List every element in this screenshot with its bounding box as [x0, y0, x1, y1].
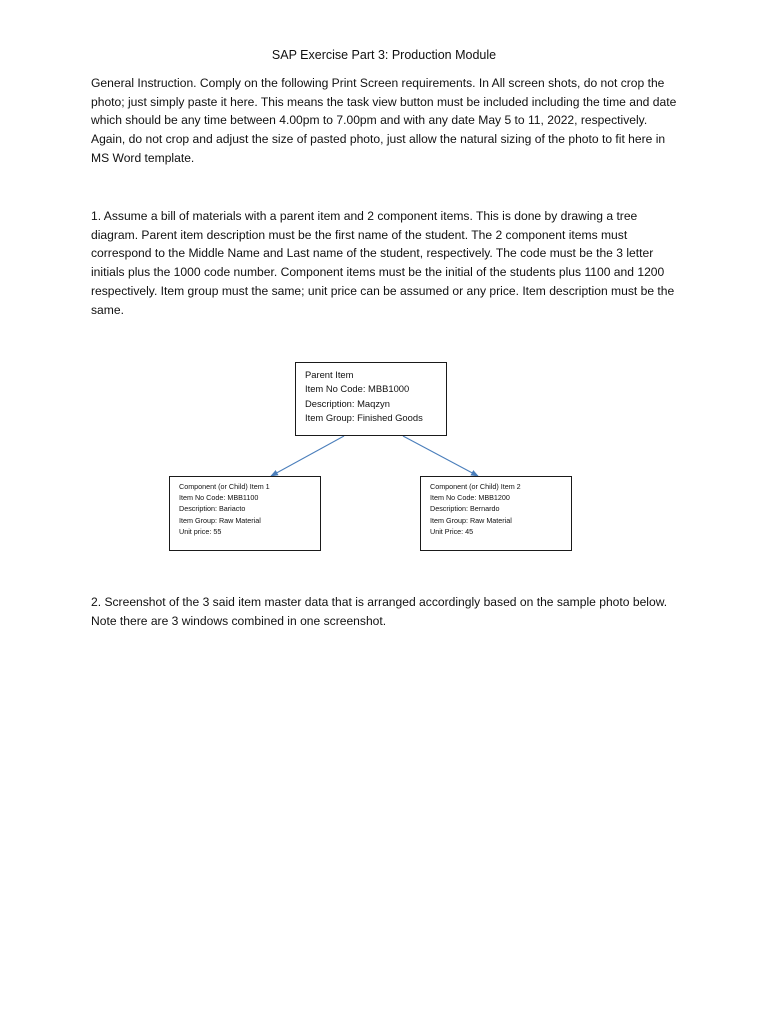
component-item-2-code: Item No Code: MBB1200: [430, 493, 510, 503]
page-title: SAP Exercise Part 3: Production Module: [271, 48, 497, 62]
component-item-2-group: Item Group: Raw Material: [430, 515, 512, 525]
parent-item-description: Description: Maqzyn: [305, 397, 390, 409]
component-item-1-group: Item Group: Raw Material: [179, 515, 261, 525]
parent-item-group: Item Group: Finished Goods: [305, 412, 423, 424]
component-item-1-box: [169, 476, 321, 551]
component-item-2-description: Description: Bernardo: [430, 504, 500, 514]
parent-item-box: [295, 362, 447, 436]
connector-to-child-1: [271, 436, 344, 476]
component-item-2-price: Unit Price: 45: [430, 526, 474, 536]
connector-to-child-2: [403, 436, 478, 476]
component-item-1-label: Component (or Child) Item 1: [179, 482, 270, 491]
task-1-paragraph: 1. Assume a bill of materials with a parent item and 2 component items. This is done by drawing a tree diagram. Parent item description must be the first name of the student. The 2 component items must correspond to the Middle Name and Last name of the student, respectively. The code must be the 3 letter initials plus the 1000 code number. Component items must be the initial of the students plus 1100 and 1200 respectively. Item group must the same; unit price can be assumed or any price. Item description must be the same.: [91, 209, 675, 317]
parent-item-code: Item No Code: MBB1000: [305, 383, 410, 395]
component-item-2-label: Component (or Child) Item 2: [430, 482, 521, 491]
component-item-1-description: Description: Bariacto: [179, 504, 246, 514]
general-instruction-paragraph: General Instruction. Comply on the following Print Screen requirements. In All screen shots, do not crop the photo; just simply paste it here. This means the task view button must be included including the time and date which should be any time between 4.00pm to 7.00pm and with any date May 5 to 11, 2022, respectively. Again, do not crop and adjust the size of pasted photo, just allow the natural sizing of the photo to fit here in MS Word template.: [91, 76, 677, 165]
component-item-1-code: Item No Code: MBB1100: [179, 493, 259, 503]
parent-item-label: Parent Item: [305, 369, 354, 380]
task-2-paragraph: 2. Screenshot of the 3 said item master data that is arranged accordingly based on the sample photo below. Note there are 3 windows combined in one screenshot.: [91, 595, 668, 628]
component-item-2-box: [420, 476, 572, 551]
component-item-1-price: Unit price: 55: [179, 526, 222, 536]
